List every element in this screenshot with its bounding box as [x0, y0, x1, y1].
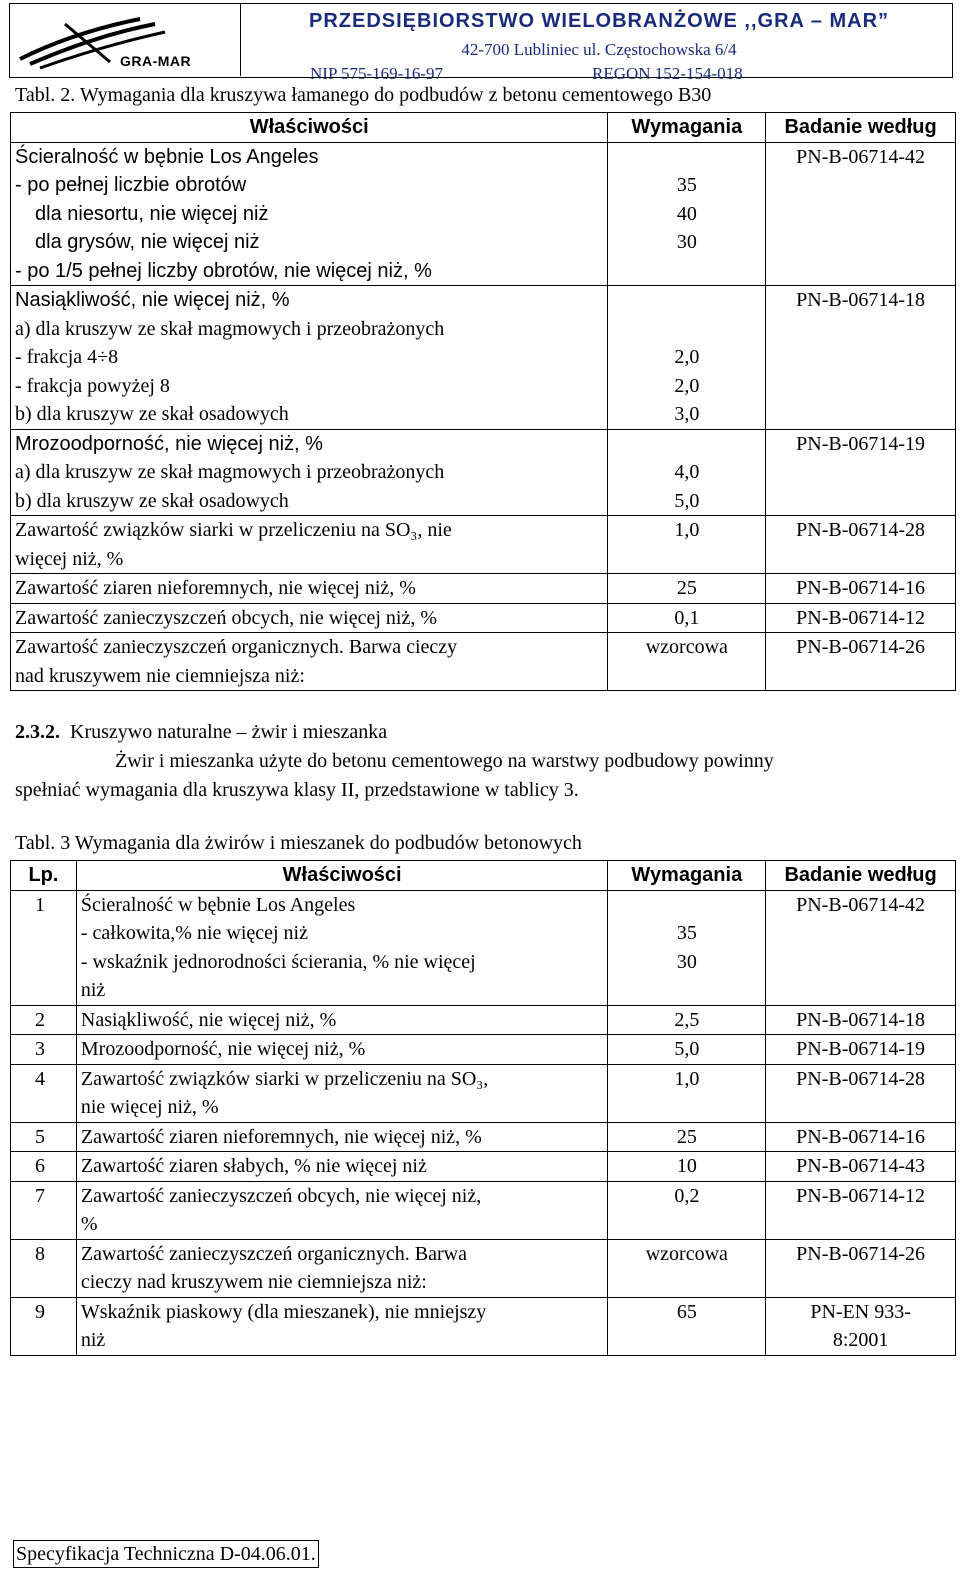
- property-line: Zawartość ziaren nieforemnych, nie więcej niż, %: [80, 1125, 482, 1148]
- property-line: Mrozoodporność, nie więcej niż, %: [15, 432, 323, 455]
- table2-property-cell: [11, 574, 608, 604]
- table3-property-cell: [76, 1181, 608, 1239]
- value-line: 2,0: [674, 374, 700, 397]
- table-row: [11, 286, 956, 430]
- property-line: Zawartość zanieczyszczeń obcych, nie więcej niż,: [80, 1184, 482, 1207]
- table3: [10, 860, 956, 1356]
- value-line: [608, 315, 765, 344]
- table-row: [11, 633, 956, 691]
- norm-line: PN-B-06714-26: [796, 1242, 926, 1265]
- value-line: wzorcowa: [645, 1242, 728, 1265]
- table2-value-cell: [608, 574, 766, 604]
- table2-header-requirements: Wymagania: [608, 113, 766, 143]
- company-logo: [10, 4, 241, 76]
- value-line: 30: [676, 950, 697, 973]
- table3-property-cell: [76, 1005, 608, 1035]
- table3-header-properties: Właściwości: [76, 861, 608, 891]
- table3-caption: Tabl. 3 Wymagania dla żwirów i mieszanek do podbudów betonowych: [15, 832, 582, 854]
- value-line: 35: [676, 174, 697, 196]
- section-heading: [15, 718, 945, 747]
- value-line: 0,2: [674, 1184, 700, 1207]
- value-line: [608, 286, 765, 315]
- norm-line: PN-EN 933-: [810, 1300, 911, 1323]
- lp-line: 2: [35, 1008, 45, 1031]
- value-line: 1,0: [674, 1067, 700, 1090]
- table2-property-cell: [11, 142, 608, 286]
- norm-line: PN-B-06714-12: [796, 606, 926, 629]
- table2-header-properties: Właściwości: [11, 113, 608, 143]
- norm-line: PN-B-06714-28: [796, 1067, 926, 1090]
- property-line: cieczy nad kruszywem nie ciemniejsza niż:: [80, 1271, 427, 1293]
- table3-lp-cell: [11, 1152, 77, 1182]
- property-line: niż: [80, 979, 106, 1001]
- table-row: [11, 142, 956, 286]
- value-line: [608, 430, 765, 459]
- table3-value-cell: [608, 1297, 766, 1355]
- table3-header-row: [11, 861, 956, 891]
- norm-line: PN-B-06714-26: [796, 636, 926, 658]
- value-line: 4,0: [674, 461, 700, 483]
- company-address: 42-700 Lubliniec ul. Częstochowska 6/4: [461, 40, 737, 59]
- property-line: niż: [80, 1329, 106, 1351]
- section-body-line-1: Żwir i mieszanka użyte do betonu cementowego na warstwy podbudowy powinny: [115, 750, 774, 772]
- table3-norm-cell: [766, 1239, 956, 1297]
- value-line: [608, 143, 765, 172]
- property-line: Zawartość związków siarki w przeliczeniu na SO₃, nie: [15, 519, 452, 541]
- table-row: [11, 1035, 956, 1065]
- norm-line: 8:2001: [832, 1329, 889, 1351]
- table2-value-cell: [608, 633, 766, 691]
- property-line: Zawartość ziaren nieforemnych, nie więcej niż, %: [15, 577, 416, 599]
- table3-norm-cell: [766, 1064, 956, 1122]
- table2: [10, 112, 956, 691]
- table2-norm-cell: [766, 516, 956, 574]
- property-line: b) dla kruszyw ze skał osadowych: [15, 489, 289, 512]
- table2-norm-cell: [766, 142, 956, 286]
- table-row: [11, 1297, 956, 1355]
- norm-line: PN-B-06714-18: [796, 289, 926, 311]
- table2-property-cell: [11, 603, 608, 633]
- table3-lp-cell: [11, 1122, 77, 1152]
- logo-text: GRA-MAR: [120, 53, 192, 69]
- norm-line: PN-B-06714-12: [796, 1184, 926, 1207]
- norm-line: PN-B-06714-19: [796, 432, 926, 455]
- table2-norm-cell: [766, 574, 956, 604]
- property-line: Nasiąkliwość, nie więcej niż, %: [15, 289, 290, 311]
- section-body-line-2: spełniać wymagania dla kruszywa klasy II, przedstawione w tablicy 3.: [15, 779, 579, 801]
- table3-norm-cell: [766, 1035, 956, 1065]
- property-line: Zawartość zanieczyszczeń organicznych. Barwa cieczy: [15, 636, 458, 658]
- lp-line: 5: [35, 1125, 45, 1148]
- value-line: 0,1: [674, 606, 700, 629]
- value-line: 35: [676, 922, 697, 944]
- norm-line: PN-B-06714-43: [796, 1155, 926, 1177]
- table2-property-cell: [11, 633, 608, 691]
- property-line: Zawartość zanieczyszczeń obcych, nie więcej niż, %: [15, 606, 437, 629]
- lp-line: 9: [35, 1300, 45, 1323]
- table3-norm-cell: [766, 1005, 956, 1035]
- property-line: dla niesortu, nie więcej niż: [35, 202, 269, 225]
- value-line: 25: [676, 1125, 697, 1148]
- property-line: Zawartość ziaren słabych, % nie więcej niż: [80, 1155, 427, 1177]
- lp-line: 6: [35, 1155, 45, 1177]
- table2-caption: Tabl. 2. Wymagania dla kruszywa łamanego do podbudów z betonu cementowego B30: [15, 84, 712, 106]
- table3-property-cell: [76, 1064, 608, 1122]
- property-line: nie więcej niż, %: [80, 1096, 219, 1118]
- property-line: a) dla kruszyw ze skał magmowych i przeobrażonych: [15, 461, 445, 483]
- value-line: 10: [676, 1155, 697, 1177]
- table3-property-cell: [76, 1035, 608, 1065]
- table2-property-cell: [11, 516, 608, 574]
- table2-norm-cell: [766, 286, 956, 430]
- table3-lp-cell: [11, 1064, 77, 1122]
- table-row: [11, 1064, 956, 1122]
- norm-line: PN-B-06714-18: [796, 1008, 926, 1031]
- table3-norm-cell: [766, 1297, 956, 1355]
- table2-body: [11, 142, 956, 691]
- property-line: Mrozoodporność, nie więcej niż, %: [80, 1038, 366, 1060]
- table-row: [11, 429, 956, 516]
- table3-header-requirements: Wymagania: [608, 861, 766, 891]
- value-line: 2,5: [674, 1008, 700, 1031]
- table3-value-cell: [608, 1152, 766, 1182]
- property-line: Nasiąkliwość, nie więcej niż, %: [80, 1008, 337, 1031]
- table3-norm-cell: [766, 1152, 956, 1182]
- property-line: nad kruszywem nie ciemniejsza niż:: [15, 664, 305, 687]
- value-line: 1,0: [674, 519, 700, 541]
- table2-norm-cell: [766, 633, 956, 691]
- table3-norm-cell: [766, 1122, 956, 1152]
- table3-norm-cell: [766, 1181, 956, 1239]
- table3-lp-cell: [11, 1035, 77, 1065]
- table3-lp-cell: [11, 1181, 77, 1239]
- table3-property-cell: [76, 1152, 608, 1182]
- table3-value-cell: [608, 1005, 766, 1035]
- norm-line: PN-B-06714-28: [796, 519, 926, 541]
- property-line: - po pełnej liczbie obrotów: [15, 174, 247, 196]
- table2-value-cell: [608, 142, 766, 286]
- norm-line: PN-B-06714-16: [796, 1125, 926, 1148]
- property-line: Wskaźnik piaskowy (dla mieszanek), nie mniejszy: [80, 1300, 487, 1323]
- lp-line: 3: [35, 1038, 45, 1060]
- table2-norm-cell: [766, 603, 956, 633]
- table3-norm-cell: [766, 890, 956, 1005]
- value-line: 40: [676, 202, 697, 225]
- property-line: a) dla kruszyw ze skał magmowych i przeobrażonych: [15, 317, 445, 340]
- table3-header-test-method: Badanie według: [766, 861, 956, 891]
- table3-lp-cell: [11, 1297, 77, 1355]
- norm-line: PN-B-06714-16: [796, 577, 926, 599]
- property-line: Zawartość związków siarki w przeliczeniu na SO₃,: [80, 1067, 489, 1090]
- property-line: Ścieralność w bębnie Los Angeles: [15, 145, 319, 168]
- company-name: PRZEDSIĘBIORSTWO WIELOBRANŻOWE ,,GRA – MAR”: [308, 10, 890, 32]
- value-line: [608, 976, 765, 1005]
- lp-line: 7: [35, 1184, 45, 1207]
- property-line: - po 1/5 pełnej liczby obrotów, nie więcej niż, %: [15, 259, 432, 282]
- table-row: [11, 1181, 956, 1239]
- norm-line: PN-B-06714-42: [796, 893, 926, 916]
- table2-norm-cell: [766, 429, 956, 516]
- property-line: - całkowita,% nie więcej niż: [80, 922, 308, 944]
- property-line: - frakcja 4÷8: [15, 346, 119, 368]
- table3-value-cell: [608, 1181, 766, 1239]
- table3-property-cell: [76, 890, 608, 1005]
- section-number: 2.3.2.: [15, 721, 60, 743]
- table-row: [11, 1122, 956, 1152]
- table2-header-row: [11, 113, 956, 143]
- table-row: [11, 1239, 956, 1297]
- value-line: 25: [676, 577, 697, 599]
- table2-value-cell: [608, 603, 766, 633]
- table-row: [11, 516, 956, 574]
- table-row: [11, 603, 956, 633]
- table3-property-cell: [76, 1122, 608, 1152]
- table3-header-lp: Lp.: [11, 861, 77, 891]
- value-line: 65: [676, 1300, 697, 1323]
- table3-value-cell: [608, 1064, 766, 1122]
- property-line: dla grysów, nie więcej niż: [35, 231, 260, 253]
- value-line: 30: [676, 231, 697, 253]
- table2-value-cell: [608, 429, 766, 516]
- table2-header-test-method: Badanie według: [766, 113, 956, 143]
- table2-property-cell: [11, 429, 608, 516]
- value-line: 3,0: [674, 403, 700, 425]
- table2-value-cell: [608, 286, 766, 430]
- section-2-3-2: [15, 718, 945, 805]
- value-line: [608, 891, 765, 920]
- table-row: [11, 1152, 956, 1182]
- table-row: [11, 890, 956, 1005]
- table3-lp-cell: [11, 1005, 77, 1035]
- table-row: [11, 1005, 956, 1035]
- letterhead: [9, 3, 953, 83]
- table3-property-cell: [76, 1297, 608, 1355]
- table3-body: [11, 890, 956, 1355]
- value-line: wzorcowa: [645, 636, 728, 658]
- value-line: [608, 257, 765, 286]
- table3-value-cell: [608, 1035, 766, 1065]
- value-line: 5,0: [674, 1038, 700, 1060]
- property-line: więcej niż, %: [15, 547, 124, 570]
- table3-value-cell: [608, 890, 766, 1005]
- table3-property-cell: [76, 1239, 608, 1297]
- lp-line: 4: [35, 1067, 45, 1090]
- property-line: - frakcja powyżej 8: [15, 374, 170, 397]
- table3-lp-cell: [11, 890, 77, 1005]
- footer-spec-label: Specyfikacja Techniczna D-04.06.01.: [13, 1540, 319, 1568]
- norm-line: PN-B-06714-19: [796, 1038, 926, 1060]
- lp-line: 1: [35, 893, 45, 916]
- company-nip: NIP 575-169-16-97: [310, 64, 443, 83]
- property-line: Ścieralność w bębnie Los Angeles: [80, 893, 356, 916]
- table-row: [11, 574, 956, 604]
- property-line: Zawartość zanieczyszczeń organicznych. Barwa: [80, 1242, 467, 1265]
- table3-lp-cell: [11, 1239, 77, 1297]
- norm-line: PN-B-06714-42: [796, 145, 926, 168]
- table3-value-cell: [608, 1239, 766, 1297]
- property-line: b) dla kruszyw ze skał osadowych: [15, 403, 289, 425]
- value-line: 5,0: [674, 489, 700, 512]
- property-line: - wskaźnik jednorodności ścierania, % nie więcej: [80, 950, 476, 973]
- table2-value-cell: [608, 516, 766, 574]
- company-regon: REGON 152-154-018: [592, 64, 743, 83]
- property-line: %: [80, 1213, 98, 1235]
- section-title: Kruszywo naturalne – żwir i mieszanka: [70, 721, 388, 743]
- lp-line: 8: [35, 1242, 45, 1265]
- value-line: 2,0: [674, 346, 700, 368]
- table2-property-cell: [11, 286, 608, 430]
- table3-value-cell: [608, 1122, 766, 1152]
